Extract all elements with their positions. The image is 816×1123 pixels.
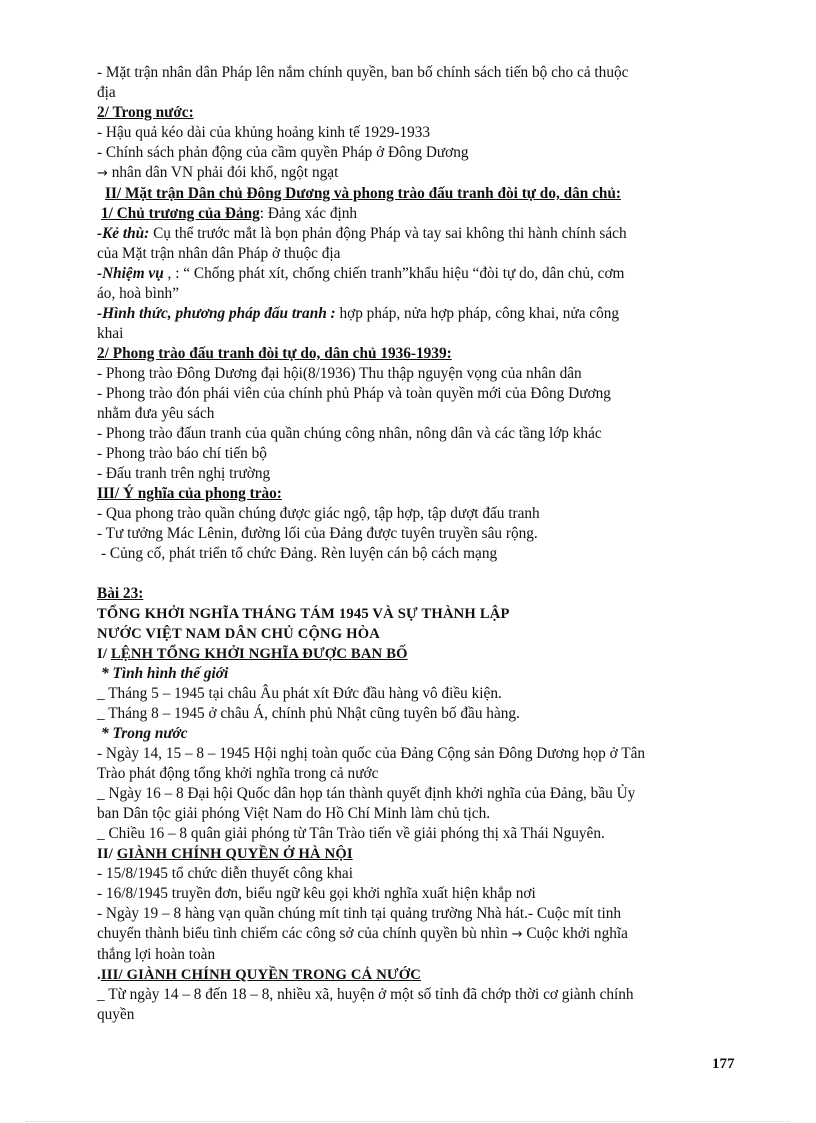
lesson-title: NƯỚC VIỆT NAM DÂN CHỦ CỘNG HÒA: [97, 626, 381, 642]
text-line: - Mặt trận nhân dân Pháp lên nắm chính quyền, ban bố chính sách tiến bộ cho cả thuộc: [97, 64, 629, 81]
footer-divider: [26, 1121, 790, 1122]
text-line: -Kẻ thù: Cụ thể trước mắt là bọn phản động Pháp và tay sai không thi hành chính sách: [97, 225, 627, 242]
section-heading: II/ GIÀNH CHÍNH QUYỀN Ở HÀ NỘI: [97, 846, 353, 862]
text-line: -Hình thức, phương pháp đấu tranh : hợp pháp, nửa hợp pháp, công khai, nửa công: [97, 305, 620, 322]
section-heading: II/ Mặt trận Dân chủ Đông Dương và phong trào đấu tranh đòi tự do, dân chủ:: [105, 185, 622, 202]
text-line: -Nhiệm vụ , : “ Chống phát xít, chống chiến tranh”khẩu hiệu “đòi tự do, dân chủ, cơm: [97, 265, 625, 282]
section-heading: III/ Ý nghĩa của phong trào:: [97, 485, 282, 502]
text-line: - Phong trào đấun tranh của quần chúng công nhân, nông dân và các tầng lớp khác: [97, 425, 602, 442]
text-line: - Củng cố, phát triển tổ chức Đảng. Rèn luyện cán bộ cách mạng: [101, 545, 498, 562]
text-line: _ Chiều 16 – 8 quân giải phóng từ Tân Trào tiến về giải phóng thị xã Thái Nguyên.: [97, 825, 605, 842]
text-line: _ Tháng 5 – 1945 tại châu Âu phát xít Đức đầu hàng vô điều kiện.: [97, 685, 502, 702]
text-line: - Phong trào Đông Dương đại hội(8/1936) Thu thập nguyện vọng của nhân dân: [97, 365, 582, 382]
text-line: nhằm đưa yêu sách: [97, 405, 215, 422]
text-line: ban Dân tộc giải phóng Việt Nam do Hồ Chí Minh làm chủ tịch.: [97, 805, 491, 822]
text-line: áo, hoà bình”: [97, 285, 179, 302]
text-line: - Phong trào đón phái viên của chính phủ Pháp và toàn quyền mới của Đông Dương: [97, 385, 611, 402]
text-line: thắng lợi hoàn toàn: [97, 946, 216, 963]
spacer: [97, 564, 737, 584]
text-line: - Tư tưởng Mác Lênin, đường lối của Đảng được tuyên truyền sâu rộng.: [97, 525, 538, 542]
text-line: - Ngày 19 – 8 hàng vạn quần chúng mít tinh tại quảng trường Nhà hát.- Cuộc mít tinh: [97, 905, 622, 922]
text-line: - Đấu tranh trên nghị trường: [97, 465, 271, 482]
text-line: - Chính sách phản động của cầm quyền Pháp ở Đông Dương: [97, 144, 469, 161]
text-line: _ Ngày 16 – 8 Đại hội Quốc dân họp tán thành quyết định khởi nghĩa của Đảng, bầu Ủy: [97, 785, 636, 802]
lesson-label: Bài 23:: [97, 585, 144, 602]
document-body: [97, 63, 737, 1025]
subsection-heading: * Tình hình thế giới: [101, 665, 229, 682]
term-label: -Kẻ thù:: [97, 225, 150, 242]
section-heading: I/ LỆNH TỔNG KHỞI NGHĨA ĐƯỢC BAN BỐ: [97, 646, 408, 662]
section-heading: 2/ Phong trào đấu tranh đòi tự do, dân chủ 1936-1939:: [97, 345, 452, 362]
text-line: 1/ Chủ trương của Đảng: Đảng xác định: [101, 205, 358, 222]
subsection-heading: * Trong nước: [101, 725, 188, 742]
text-line: → nhân dân VN phải đói khổ, ngột ngạt: [97, 164, 339, 181]
text-line: - Qua phong trào quần chúng được giác ngộ, tập hợp, tập dượt đấu tranh: [97, 505, 540, 522]
text-line: - 16/8/1945 truyền đơn, biểu ngữ kêu gọi khởi nghĩa xuất hiện khắp nơi: [97, 885, 536, 902]
section-heading: .III/ GIÀNH CHÍNH QUYỀN TRONG CẢ NƯỚC: [97, 967, 422, 983]
text-line: - Ngày 14, 15 – 8 – 1945 Hội nghị toàn quốc của Đảng Cộng sản Đông Dương họp ở Tân: [97, 745, 646, 762]
text-line: - Phong trào báo chí tiến bộ: [97, 445, 267, 462]
subsection-heading: 1/ Chủ trương của Đảng: [101, 205, 260, 222]
text-line: _ Từ ngày 14 – 8 đến 18 – 8, nhiều xã, huyện ở một số tỉnh đã chớp thời cơ giành chính: [97, 986, 634, 1003]
text-line: - Hậu quả kéo dài của khủng hoảng kinh tế 1929-1933: [97, 124, 431, 141]
text-line: quyền: [97, 1006, 135, 1023]
text-line: địa: [97, 84, 116, 101]
term-label: -Nhiệm vụ: [97, 265, 164, 282]
text-line: Trào phát động tổng khởi nghĩa trong cả nước: [97, 765, 379, 782]
arrow-icon: →: [511, 927, 523, 942]
text-line: của Mặt trận nhân dân Pháp ở thuộc địa: [97, 245, 341, 262]
text-line: - 15/8/1945 tổ chức diễn thuyết công khai: [97, 865, 353, 882]
lesson-title: TỔNG KHỞI NGHĨA THÁNG TÁM 1945 VÀ SỰ THÀNH LẬP: [97, 606, 510, 622]
term-label: -Hình thức, phương pháp đấu tranh :: [97, 305, 336, 322]
text-line: _ Tháng 8 – 1945 ở châu Á, chính phủ Nhật cũng tuyên bố đầu hàng.: [97, 705, 520, 722]
text-line: chuyển thành biểu tình chiếm các công sở của chính quyền bù nhìn → Cuộc khởi nghĩa: [97, 925, 628, 942]
section-heading: 2/ Trong nước:: [97, 104, 194, 121]
text-line: khai: [97, 325, 124, 342]
arrow-icon: →: [97, 166, 108, 181]
page-number: 177: [712, 1056, 735, 1072]
